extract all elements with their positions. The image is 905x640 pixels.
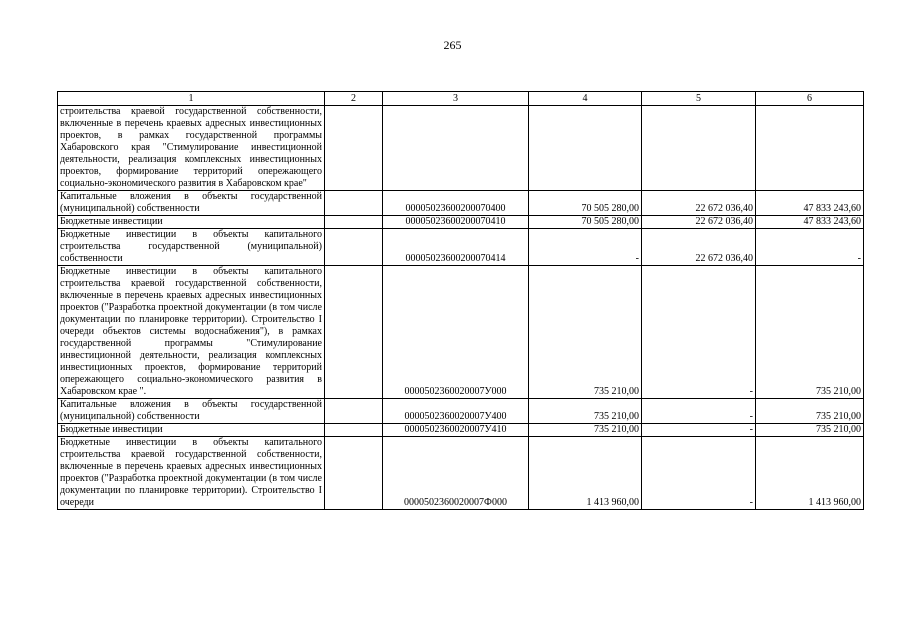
row-col4: 735 210,00 [529, 399, 642, 424]
column-header-2: 2 [325, 92, 383, 106]
row-col4: 70 505 280,00 [529, 191, 642, 216]
row-col5: 22 672 036,40 [642, 216, 756, 229]
row-col2 [325, 266, 383, 399]
row-description: Бюджетные инвестиции в объекты капитального строительства краевой государственной собственности, включенные в перечень краевых адресных инвестиционных проектов ("Разработка проектной документации (в том числе документации по планировке территории). Строительство I очереди объектов системы водоснабжения"), в рамках государственной программы "Стимулирование инвестиционной деятельности, реализация комплексных инвестиционных проектов, формирование территорий опережающего социально-экономического развития в Хабаровском крае ". [58, 266, 325, 399]
row-description: Бюджетные инвестиции в объекты капитального строительства государственной (муниципальной) собственности [58, 229, 325, 266]
row-col6: 1 413 960,00 [756, 437, 864, 510]
column-header-6: 6 [756, 92, 864, 106]
column-header-5: 5 [642, 92, 756, 106]
table-row [58, 399, 864, 424]
row-col2 [325, 191, 383, 216]
row-description: Капитальные вложения в объекты государственной (муниципальной) собственности [58, 399, 325, 424]
row-col4: 735 210,00 [529, 266, 642, 399]
table-row [58, 424, 864, 437]
row-code: 0000502360020007У410 [383, 424, 529, 437]
table-row [58, 106, 864, 191]
row-code: 00005023600200070410 [383, 216, 529, 229]
row-code: 0000502360020007У000 [383, 266, 529, 399]
row-col4: - [529, 229, 642, 266]
table-row [58, 229, 864, 266]
row-description: Бюджетные инвестиции [58, 216, 325, 229]
table-row [58, 437, 864, 510]
page-number: 265 [443, 38, 462, 52]
row-code: 00005023600200070414 [383, 229, 529, 266]
row-col2 [325, 229, 383, 266]
row-col6: 47 833 243,60 [756, 191, 864, 216]
row-col5: 22 672 036,40 [642, 191, 756, 216]
row-code: 00005023600200070400 [383, 191, 529, 216]
row-col4 [529, 106, 642, 191]
row-col2 [325, 216, 383, 229]
table-row [58, 191, 864, 216]
row-col5: - [642, 399, 756, 424]
row-description: Бюджетные инвестиции в объекты капитального строительства краевой государственной собственности, включенные в перечень краевых адресных инвестиционных проектов ("Разработка проектной документации (в том числе документации по планировке территории). Строительство I очереди [58, 437, 325, 510]
row-code: 0000502360020007Ф000 [383, 437, 529, 510]
row-col6: 735 210,00 [756, 424, 864, 437]
table-row [58, 216, 864, 229]
budget-table [57, 91, 864, 510]
row-col6 [756, 106, 864, 191]
row-col4: 735 210,00 [529, 424, 642, 437]
column-header-1: 1 [58, 92, 325, 106]
row-col5: - [642, 424, 756, 437]
row-col2 [325, 106, 383, 191]
row-col5: 22 672 036,40 [642, 229, 756, 266]
row-description: Капитальные вложения в объекты государственной (муниципальной) собственности [58, 191, 325, 216]
table-header-row [58, 92, 864, 106]
row-col5: - [642, 437, 756, 510]
row-col2 [325, 424, 383, 437]
row-description: строительства краевой государственной собственности, включенные в перечень краевых адресных инвестиционных проектов, в рамках государственной программы Хабаровского края "Стимулирование инвестиционной деятельности, реализация комплексных инвестиционных проектов, формирование территорий опережающего социально-экономического развития в Хабаровском крае" [58, 106, 325, 191]
row-col5 [642, 106, 756, 191]
row-code [383, 106, 529, 191]
row-code: 0000502360020007У400 [383, 399, 529, 424]
row-col6: - [756, 229, 864, 266]
row-col6: 735 210,00 [756, 266, 864, 399]
row-col6: 735 210,00 [756, 399, 864, 424]
table-row [58, 266, 864, 399]
row-col5: - [642, 266, 756, 399]
row-col4: 70 505 280,00 [529, 216, 642, 229]
row-col4: 1 413 960,00 [529, 437, 642, 510]
row-col6: 47 833 243,60 [756, 216, 864, 229]
column-header-3: 3 [383, 92, 529, 106]
column-header-4: 4 [529, 92, 642, 106]
row-description: Бюджетные инвестиции [58, 424, 325, 437]
row-col2 [325, 437, 383, 510]
row-col2 [325, 399, 383, 424]
